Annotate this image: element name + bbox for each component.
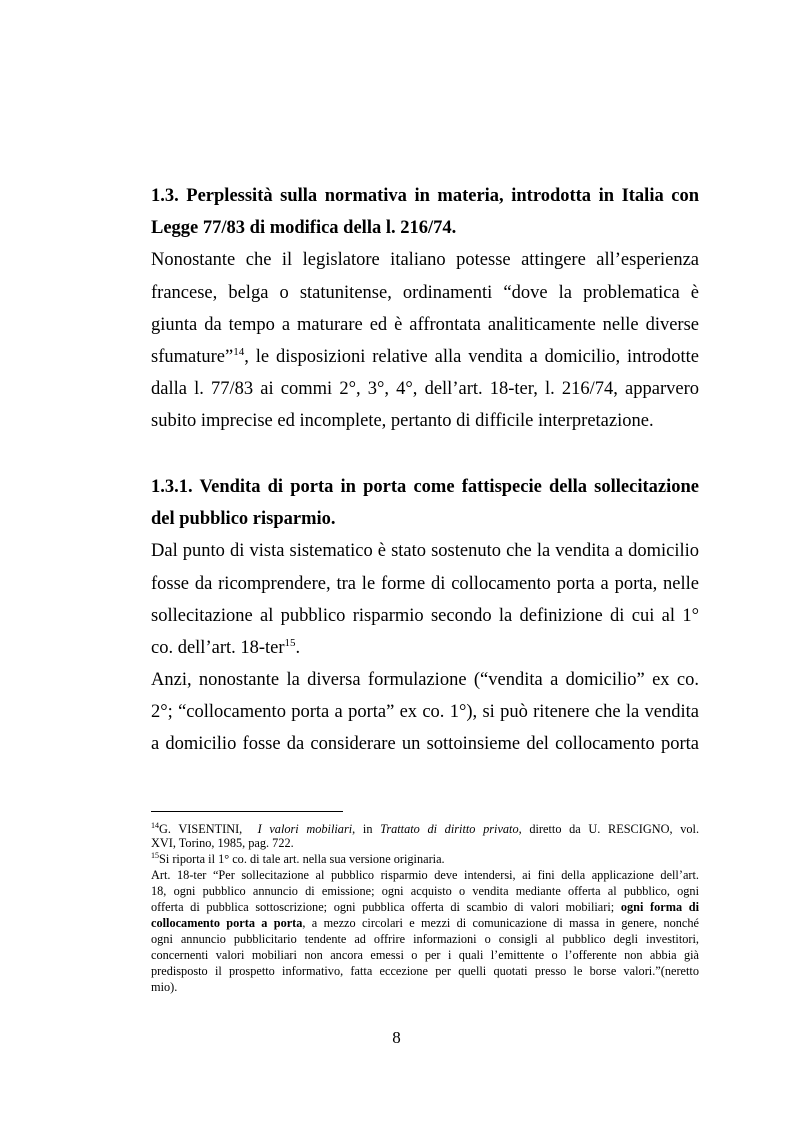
paragraph-line: Nonostante che il legislatore italiano potesse attingere all’esperienza [151,250,699,270]
footnote-14-line-2: XVI, Torino, 1985, pag. 722. [151,836,294,850]
footnote-work-title: I valori mobiliari [257,822,353,836]
section-heading-1-3-line-1: 1.3. Perplessità sulla normativa in materia, introdotta in Italia con [151,186,699,206]
section-heading-1-3-line-2: Legge 77/83 di modifica della l. 216/74. [151,218,457,238]
paragraph-line: 2°; “collocamento porta a porta” ex co. 1°), si può ritenere che la vendita [151,702,699,722]
section-heading-1-3-1-line-1: 1.3.1. Vendita di porta in porta come fattispecie della sollecitazione [151,477,699,497]
section-heading-1-3-1-line-2: del pubblico risparmio. [151,509,336,529]
footnote-text: Si riporta il 1° co. di tale art. nella sua versione originaria. [159,852,445,866]
footnote-author: G. VISENTINI, [159,822,243,836]
footnote-text: diretto da U. RESCIGNO, vol. [521,822,700,836]
footnote-15-quote-line: predisposto il prospetto informativo, fatta eccezione per quelli quotati presso le borse valori.”(neretto [151,964,699,978]
paragraph-line: fosse da ricomprendere, tra le forme di collocamento porta a porta, nelle [151,574,699,594]
footnote-collection-title: Trattato di diritto privato, [380,822,522,836]
paragraph-text: sfumature” [151,347,234,367]
footnote-text: offerta di pubblica sottoscrizione; ogni pubblica offerta di scambio di valori mobiliari; [151,900,621,914]
footnote-14-line-1 [151,822,699,836]
footnote-text: , in [352,822,373,836]
paragraph-text: co. dell’art. 18-ter [151,638,285,658]
footnote-ref-15: 15 [284,636,296,649]
footnote-separator [151,811,343,812]
footnote-15-quote-line [151,916,699,930]
paragraph-line: francese, belga o statunitense, ordinamenti “dove la problematica è [151,283,699,303]
footnote-15-quote-line: ogni annuncio pubblicitario tendente ad offrire informazioni o consigli al pubblico degli investitori, [151,932,699,946]
paragraph-line: Dal punto di vista sistematico è stato sostenuto che la vendita a domicilio [151,541,699,561]
paragraph-line: giunta da tempo a maturare ed è affrontata analiticamente nelle diverse [151,315,699,335]
footnote-emphasis: collocamento porta a porta [151,916,303,930]
paragraph-line: subito imprecise ed incomplete, pertanto di difficile interpretazione. [151,411,654,431]
paragraph-line: dalla l. 77/83 ai commi 2°, 3°, 4°, dell’art. 18-ter, l. 216/74, apparvero [151,379,699,399]
footnote-15-quote-line: concernenti valori mobiliari non ancora emessi o per i quali l’emittente o l’offerente non abbia già [151,948,699,962]
footnote-15-quote-line: 18, ogni pubblico annuncio di emissione; ogni acquisto o vendita mediante offerta al pubblico, ogni [151,884,699,898]
footnote-15-intro [151,852,699,866]
footnote-text: , a mezzo circolari e mezzi di comunicazione di massa in genere, nonché [302,916,699,930]
paragraph-line [151,346,699,368]
footnote-number: 14 [151,820,159,830]
page-number: 8 [392,1028,401,1047]
paragraph-text: , le disposizioni relative alla vendita a domicilio, introdotte [244,347,699,367]
paragraph-text: . [295,638,301,658]
paragraph-line: sollecitazione al pubblico risparmio secondo la definizione di cui al 1° [151,606,699,626]
footnote-emphasis: ogni forma di [620,900,699,914]
footnote-15-quote-line: mio). [151,980,178,994]
paragraph-line [151,637,699,659]
footnote-ref-14: 14 [233,345,245,358]
footnote-15-quote-line [151,900,699,914]
paragraph-line: a domicilio fosse da considerare un sottoinsieme del collocamento porta [151,734,699,754]
paragraph-line: Anzi, nonostante la diversa formulazione (“vendita a domicilio” ex co. [151,670,699,690]
footnote-number: 15 [151,850,159,860]
footnote-15-quote-line: Art. 18-ter “Per sollecitazione al pubblico risparmio deve intendersi, ai fini della applicazione dell’art. [151,868,699,882]
